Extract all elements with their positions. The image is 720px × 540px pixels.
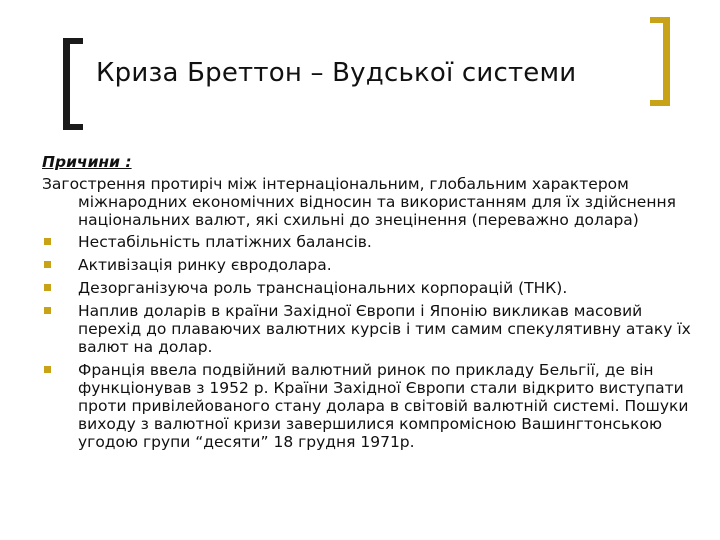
- slide-content: [42, 153, 692, 456]
- right-bracket-decoration: [650, 17, 670, 106]
- square-bullet-icon: [44, 284, 51, 291]
- bullet-list: [42, 233, 692, 451]
- bullet-item: [42, 279, 692, 297]
- square-bullet-icon: [44, 366, 51, 373]
- bullet-text: Дезорганізуюча роль транснаціональних корпорацій (ТНК).: [78, 279, 568, 297]
- bullet-item: [42, 233, 692, 251]
- bullet-item: [42, 361, 692, 451]
- bullet-item: [42, 302, 692, 356]
- bullet-text: Франція ввела подвійний валютний ринок по прикладу Бельгії, де він функціонував з 1952 р. Країни Західної Європи стали відкрито виступати проти привілейованого стану долара в світовій валютній системі. Пошуки виходу з валютної кризи завершилися компромісною Вашингтонською угодою групи “десяти” 18 грудня 1971р.: [78, 361, 689, 451]
- bullet-item: [42, 256, 692, 274]
- bullet-text: Нестабільність платіжних балансів.: [78, 233, 372, 251]
- intro-paragraph: Загострення протиріч між інтернаціональним, глобальним характером міжнародних економічних відносин та використанням для їх здійснення національних валют, які схильні до знецінення (переважно долара): [42, 175, 676, 229]
- left-bracket-decoration: [63, 38, 83, 130]
- square-bullet-icon: [44, 261, 51, 268]
- bullet-text: Наплив доларів в країни Західної Європи і Японію викликав масовий перехід до плаваючих валютних курсів і тим самим спекулятивну атаку їх валют на долар.: [78, 302, 691, 356]
- square-bullet-icon: [44, 307, 51, 314]
- bullet-text: Активізація ринку євродолара.: [78, 256, 332, 274]
- slide-title: Криза Бреттон – Вудської системи: [96, 58, 577, 88]
- square-bullet-icon: [44, 238, 51, 245]
- reasons-label: Причини :: [42, 153, 132, 171]
